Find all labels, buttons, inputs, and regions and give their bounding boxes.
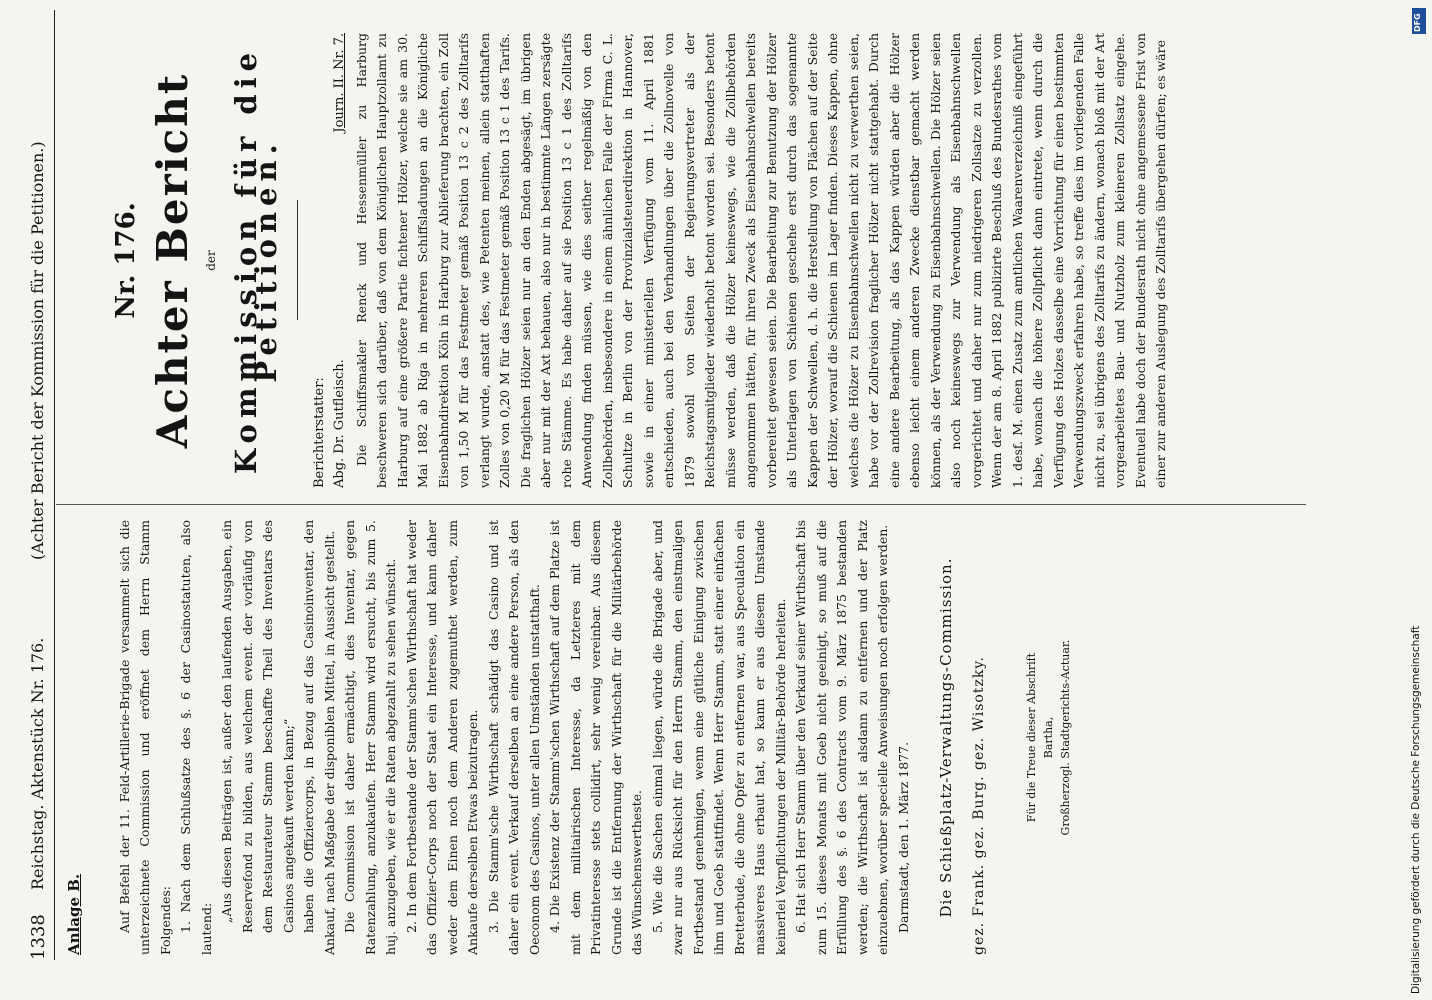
reporter-label: Berichterstatter: [311,377,327,488]
paragraph-5: 5. Wie die Sachen einmal liegen, würde die Brigade aber, und zwar nur aus Rücksicht für den Herrn Stamm, den einstmaligen Fortbestand genehmigen, wenn eine gütliche Einigung zwischen ihm und Goeb stattfindet. Wenn Herr Stamm, statt einer einfachen Bretterbude, die ohne Opfer zu entfernen war, aus Speculation ein massiveres Haus erbaut hat, so kann er aus diesem Umstande keinerlei Verpflichtungen der Militär-Behörde herleiten. [649,520,788,955]
paragraph-1: 1. Nach dem Schlußsatze des §. 6 der Casinostatuten, also lautend: [178,520,214,955]
report-der: der [204,250,218,271]
paragraph-1-cont: haben die Offiziercorps, in Bezug auf das Casinoinventar, den Ankauf, nach Maßgabe der disponiblen Mittel, in Aussicht gestellt. [301,520,337,955]
reporter-name: Abg. Dr. Gutfleisch. [331,359,347,488]
left-column [64,520,1074,955]
certification-line-3: Großherzogl. Stadtgerichts-Actuar. [1059,639,1072,836]
rotated-document-page [16,0,1416,1000]
dfg-logo: DFG [1412,8,1426,34]
reporter-row [310,33,352,488]
signatures: gez. Frank. gez. Burg. gez. Wisotzky. [970,656,987,955]
quoted-statute: „Aus diesen Beiträgen ist, außer den laufenden Ausgaben, ein Reservefond zu bilden, aus welchem event. der vorläufig von dem Restaurateur Stamm beschaffte Theil des Inventars des Casinos angekauft werden kann;“ [219,520,296,933]
report-title: Achter Bericht [147,72,197,449]
certification-line-1: Für die Treue dieser Abschrift [1025,652,1038,823]
commission-name: Die Schießplatz-Verwaltungs-Commission. [937,557,955,918]
certification-line-2: Bartha, [1042,716,1055,759]
running-head-left: Reichstag. Aktenstück Nr. 176. [28,637,47,890]
report-number: Nr. 176. [111,202,141,319]
right-column [56,33,1172,488]
paragraph-6: 6. Hat sich Herr Stamm über den Verkauf seiner Wirthschaft bis zum 15. dieses Monats mit Goeb nicht geeinigt, so muß auf die Erfüllung des §. 6 des Contracts vom 9. März 1875 bestanden werden; die Wirthschaft ist alsdann zu entfernen und der Platz einzuebnen, worüber specielle Anweisungen noch erfolgen werden. [793,520,890,955]
page-number: 1338 [28,914,49,960]
paragraph-1-b: Die Commission ist daher ermächtigt, dies Inventar, gegen Ratenzahlung, anzukaufen. Herr Stamm wird ersucht, bis zum 5. huj. anzugeben, wie er die Raten abgezahlt zu sehen wünscht. [342,520,398,955]
digitization-note: Digitalisierung gefördert durch die Deutsche Forschungsgemeinschaft [1410,625,1422,994]
column-divider [56,504,1306,505]
paragraph-2: 2. In dem Fortbestande der Stamm'schen Wirthschaft hat weder das Offizier-Corps noch der Staat ein Interesse, und kann daher weder dem Einen noch dem Anderen zugemuthet werden, zum Ankaufe derselben Etwas beizutragen. [403,520,480,955]
running-head-right: (Achter Bericht der Kommission für die Petitionen.) [28,141,47,560]
title-rule [297,201,298,321]
paragraph-3: 3. Die Stamm'sche Wirthschaft schädigt das Casino und ist daher ein event. Verkauf derselben an eine andere Person, als den Oeconom des Casinos, unter allen Umständen unstatthaft. [485,520,542,955]
journal-reference: Journ. II. Nr. 7. [331,33,347,133]
place-date: Darmstadt, den 1. März 1877. [895,741,911,933]
report-subtitle: Kommission für die Petitionen. [228,46,283,475]
paragraph-intro: Auf Befehl der 11. Feld-Artillerie-Brigade versammelt sich die unterzeichnete Commission und eröffnet dem Herrn Stamm Folgendes: [116,520,173,955]
paragraph-4: 4. Die Existenz der Stamm'schen Wirthschaft auf dem Platze ist mit dem militairischen Interesse, da Letzteres mit dem Privatinteresse stets collidirt, sehr wenig vereinbar. Aus diesem Grunde ist die Entfernung der Wirthschaft für die Militärbehörde das Wünschenswertheste. [547,520,644,955]
running-head [24,10,55,960]
report-body: Die Schiffsmakler Renck und Hessenmüller zu Harburg beschweren sich darüber, daß von dem Königlichen Hauptzollamt zu Harburg auf eine größere Partie fichtener Hölzer, welche sie am 30. Mai 1882 ab Riga in mehreren Schiffsladungen an die Königliche Eisenbahndirektion Köln in Harburg zur Ablieferung brachten, ein Zoll von 1,50 M für das Festmeter gemäß Position 13 c 2 des Zolltarifs verlangt wurde, anstatt des, wie Petenten meinen, allein statthaften Zolles von 0,20 M für das Festmeter gemäß Position 13 c 1 des Tarifs. Die fraglichen Hölzer seien nur an den Enden abgesägt, im übrigen aber nur mit der Axt behauen, also nur in bestimmte Längen zersägte rohe Stämme. Es habe daher auf sie Position 13 c 1 des Zolltarifs Anwendung finden müssen, wie dies seither regelmäßig von den Zollbehörden, insbesondere in einem ähnlichen Falle der Firma C. L. Schultze in Berlin von der Provinzialsteuerdirektion in Hannover, sowie in einer ministeriellen Verfügung vom 11. April 1881 entschieden, auch bei den Verhandlungen über die Zollnovelle von 1879 sowohl von Seiten der Regierungsvertreter als der Reichstagsmitglieder wiederholt betont worden sei. Besonders betont müsse werden, daß die Hölzer keineswegs, wie die Zollbehörden angenommen hätten, für ihren Zweck als Eisenbahnschwellen bereits vorbereitet gewesen seien. Die Bearbeitung zur Benutzung der Hölzer als Unterlagen von Schienen geschehe erst durch das sogenannte Kappen der Schwellen, d. h. die Herstellung von Flächen auf der Seite der Hölzer, worauf die Schienen im Lager finden. Dieses Kappen, ohne welches die Hölzer zu Eisenbahnschwellen nicht zu verwerthen seien, habe vor der Zollrevision fraglicher Hölzer nicht stattgehabt. Durch eine andere Bearbeitung, als das Kappen würden aber die Hölzer ebenso leicht einem anderen Zwecke dienstbar gemacht werden können, als der Verwendung zu Eisenbahnschwellen. Die Hölzer seien also noch keineswegs zur Verwendung als Eisenbahnschwellen vorgerichtet und daher nur zum niedrigeren Zollsatze zu verzollen. Wenn der am 8. April 1882 publizirte Beschluß des Bundesrathes vom 1. desf. M. einen Zusatz zum amtlichen Waarenverzeichniß eingeführt habe, wonach die höhere Zollpflicht dann eintrete, wenn durch die Verfügung des Holzes dasselbe eine Vorrichtung für einen bestimmten Verwendungszweck erfahren habe, so treffe dies im vorliegenden Falle nicht zu, sei übrigens des Zolltarifs zu ändern, wonach bloß mit der Art vorgearbeitetes Bau- und Nutzholz zum kleineren Zollsatz eingehe. Eventuell habe doch der Bundesrath nicht ohne angemessene Frist von einer zur anderen Auslegung des Zolltarifs übergehen dürfen; es wäre [353,33,1168,488]
certification [1023,520,1074,955]
anlage-heading: Anlage B. [65,873,83,955]
